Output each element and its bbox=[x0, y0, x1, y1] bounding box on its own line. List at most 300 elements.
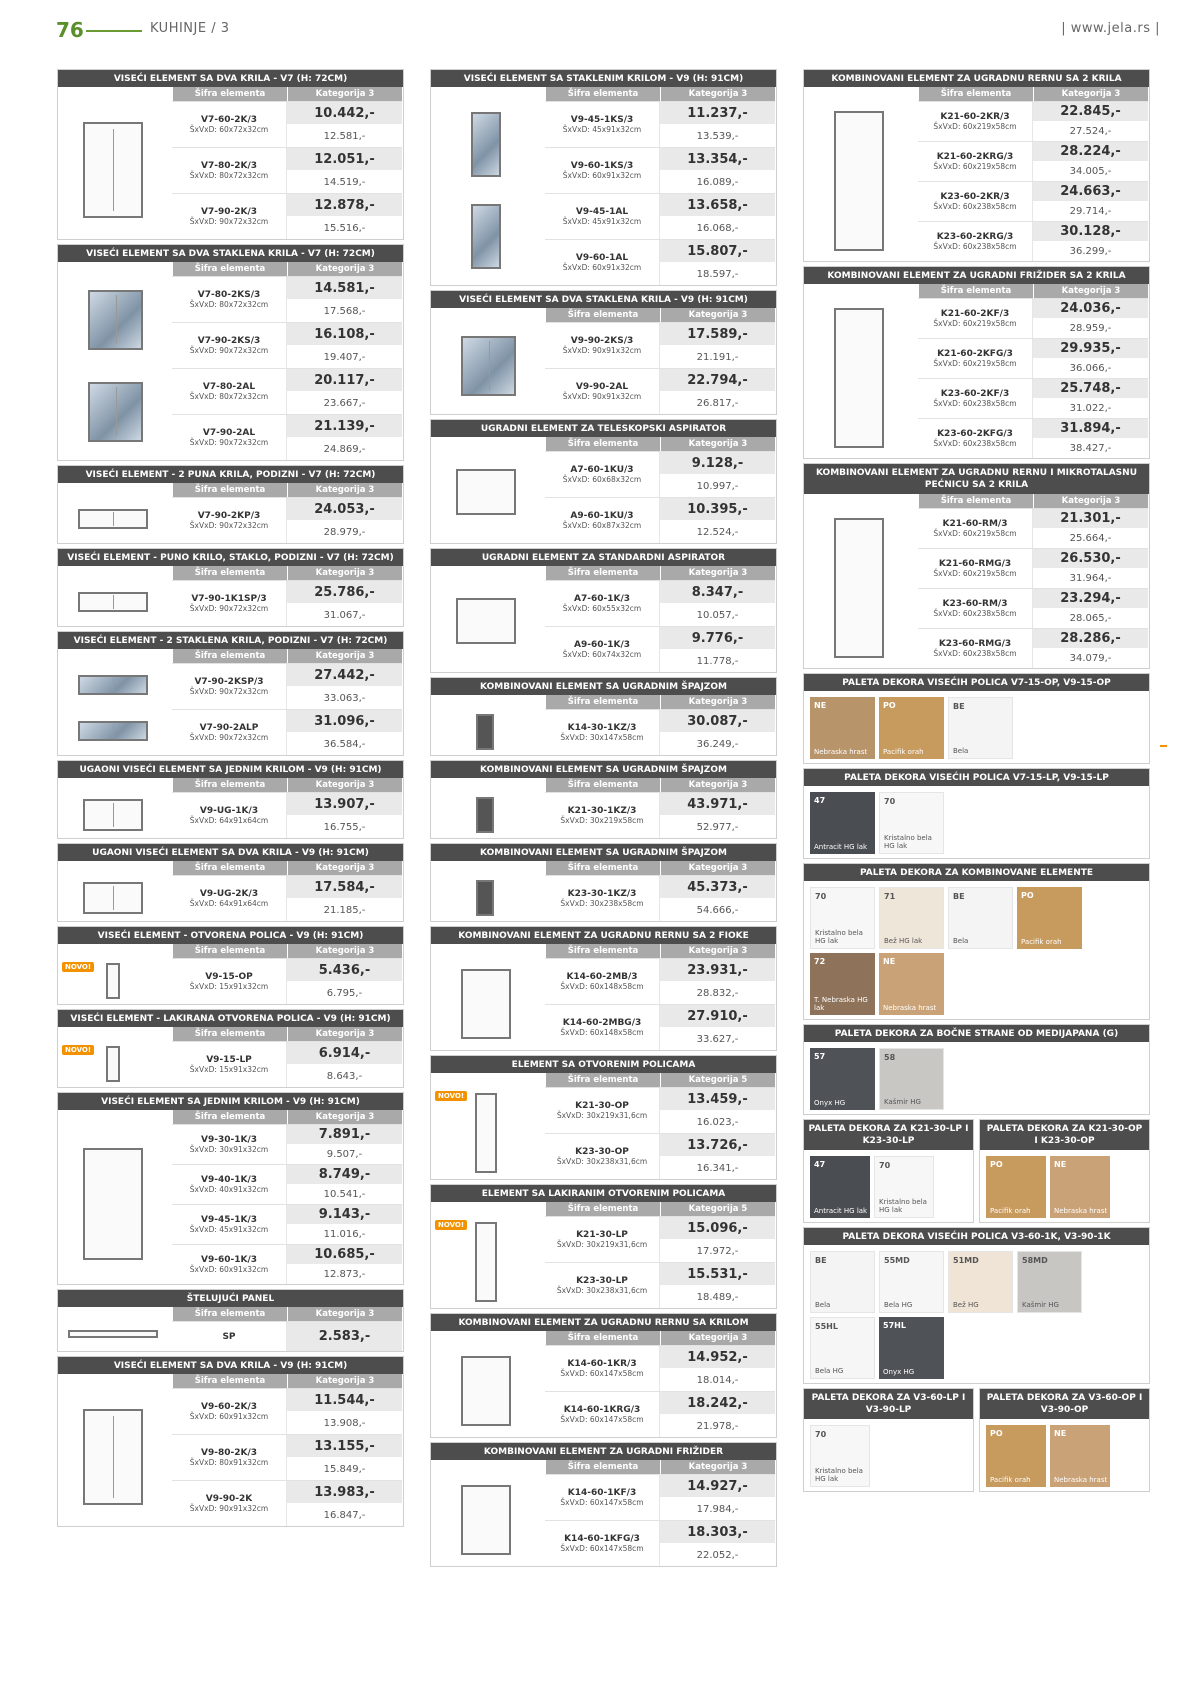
price-primary: 10.442,- bbox=[287, 102, 402, 124]
color-swatch[interactable] bbox=[874, 1156, 934, 1218]
price-primary: 13.658,- bbox=[660, 194, 775, 216]
price-cell bbox=[660, 1005, 775, 1050]
price-primary: 23.294,- bbox=[1033, 589, 1148, 608]
price-primary: 8.749,- bbox=[287, 1165, 402, 1184]
page-header bbox=[0, 0, 1200, 50]
product-code: V9-90-2AL bbox=[575, 382, 629, 392]
product-code: K21-30-OP bbox=[575, 1101, 629, 1111]
swatch-code: 72 bbox=[814, 957, 826, 966]
price-cell bbox=[1033, 589, 1148, 628]
swatch-name: Bela HG bbox=[815, 1367, 844, 1375]
new-badge: NOVO! bbox=[62, 1045, 94, 1055]
swatch-code: 55MD bbox=[884, 1256, 910, 1265]
price-cell bbox=[660, 194, 775, 239]
table-row bbox=[545, 1262, 775, 1308]
product-box bbox=[430, 926, 777, 1051]
color-swatch[interactable] bbox=[879, 697, 944, 759]
product-code: K21-60-2KFG/3 bbox=[937, 349, 1013, 359]
color-swatch[interactable] bbox=[879, 953, 944, 1015]
product-title: KOMBINOVANI ELEMENT SA UGRADNIM ŠPAJZOM bbox=[431, 844, 776, 861]
swatch-name: Pacifik orah bbox=[990, 1476, 1031, 1484]
swatch-name: Pacifik orah bbox=[1021, 938, 1062, 946]
table-row bbox=[918, 338, 1148, 378]
price-primary: 14.927,- bbox=[660, 1475, 775, 1497]
code-cell bbox=[545, 102, 660, 147]
table-row bbox=[172, 497, 402, 543]
code-header: Šifra elementa bbox=[918, 284, 1033, 298]
category-header: Kategorija 3 bbox=[660, 308, 775, 322]
code-cell bbox=[172, 1245, 287, 1284]
color-swatch[interactable] bbox=[879, 887, 944, 949]
price-cell bbox=[287, 793, 402, 838]
product-title: VISEĆI ELEMENT SA DVA KRILA - V9 (H: 91CM) bbox=[58, 1357, 403, 1374]
price-primary: 17.584,- bbox=[287, 876, 402, 898]
price-primary: 15.531,- bbox=[660, 1263, 775, 1285]
price-secondary: 31.067,- bbox=[287, 603, 402, 626]
price-secondary: 29.714,- bbox=[1033, 201, 1148, 221]
code-header: Šifra elementa bbox=[545, 944, 660, 958]
product-dimensions: ŠxVxD: 15x91x32cm bbox=[189, 982, 269, 991]
new-badge: NOVO! bbox=[62, 962, 94, 972]
price-primary: 18.242,- bbox=[660, 1392, 775, 1414]
price-secondary: 52.977,- bbox=[660, 815, 775, 838]
category-header: Kategorija 3 bbox=[287, 1110, 402, 1124]
product-code: V7-80-2K/3 bbox=[200, 161, 257, 171]
category-header: Kategorija 3 bbox=[1033, 87, 1148, 101]
price-cell bbox=[287, 277, 402, 322]
table-row bbox=[172, 663, 402, 709]
product-image bbox=[431, 580, 545, 672]
price-secondary: 18.597,- bbox=[660, 262, 775, 285]
code-cell bbox=[545, 148, 660, 193]
product-group bbox=[431, 322, 776, 414]
product-image bbox=[431, 875, 545, 921]
price-primary: 13.155,- bbox=[287, 1435, 402, 1457]
product-dimensions: ŠxVxD: 60x147x58cm bbox=[560, 1544, 644, 1553]
cabinet-drawing bbox=[83, 122, 143, 219]
code-header: Šifra elementa bbox=[172, 566, 287, 580]
product-image bbox=[58, 1388, 172, 1526]
price-cell bbox=[287, 498, 402, 543]
price-primary: 14.952,- bbox=[660, 1346, 775, 1368]
color-swatch[interactable] bbox=[1017, 887, 1082, 949]
product-code: V9-15-OP bbox=[205, 972, 253, 982]
column-header bbox=[58, 87, 403, 101]
table-row bbox=[172, 1041, 402, 1087]
product-image bbox=[431, 193, 545, 285]
price-secondary: 10.541,- bbox=[287, 1184, 402, 1204]
product-dimensions: ŠxVxD: 64x91x64cm bbox=[189, 816, 269, 825]
table-row bbox=[545, 368, 775, 414]
product-image bbox=[804, 298, 918, 458]
product-dimensions: ŠxVxD: 30x219x58cm bbox=[560, 816, 644, 825]
color-swatch[interactable] bbox=[1050, 1425, 1110, 1487]
swatch-name: Antracit HG lak bbox=[814, 1207, 868, 1215]
swatch-name: Kristalno bela HG lak bbox=[879, 1198, 927, 1214]
product-title: KOMBINOVANI ELEMENT ZA UGRADNI FRIŽIDER bbox=[431, 1443, 776, 1460]
price-primary: 10.395,- bbox=[660, 498, 775, 520]
code-cell bbox=[918, 419, 1033, 458]
price-cell bbox=[287, 1042, 402, 1087]
product-dimensions: ŠxVxD: 60x219x58cm bbox=[933, 122, 1017, 131]
price-cell bbox=[660, 1521, 775, 1566]
category-header: Kategorija 3 bbox=[287, 1307, 402, 1321]
product-image bbox=[804, 508, 918, 668]
color-swatch[interactable] bbox=[948, 697, 1013, 759]
table-row bbox=[172, 709, 402, 755]
price-cell bbox=[660, 452, 775, 497]
table-row bbox=[545, 709, 775, 755]
product-group bbox=[431, 958, 776, 1050]
swatch-name: Onyx HG bbox=[883, 1368, 915, 1376]
product-code: V9-80-2K/3 bbox=[200, 1448, 257, 1458]
price-primary: 25.786,- bbox=[287, 581, 402, 603]
price-cell bbox=[660, 959, 775, 1004]
price-cell bbox=[1033, 629, 1148, 668]
product-title: VISEĆI ELEMENT SA DVA KRILA - V7 (H: 72CM) bbox=[58, 70, 403, 87]
product-dimensions: ŠxVxD: 60x219x58cm bbox=[933, 569, 1017, 578]
swatch-code: 57HL bbox=[883, 1321, 906, 1330]
price-secondary: 11.778,- bbox=[660, 649, 775, 672]
code-cell bbox=[918, 589, 1033, 628]
category-header: Kategorija 5 bbox=[660, 1073, 775, 1087]
product-code: V9-90-2K bbox=[205, 1494, 253, 1504]
palette-box bbox=[803, 768, 1150, 859]
product-code: K14-60-2MBG/3 bbox=[562, 1018, 642, 1028]
product-dimensions: ŠxVxD: 60x91x32cm bbox=[562, 263, 642, 272]
header-rule bbox=[86, 30, 142, 32]
website[interactable]: | www.jela.rs | bbox=[1061, 21, 1160, 36]
color-swatch[interactable] bbox=[986, 1156, 1046, 1218]
swatch-name: Bela HG bbox=[884, 1301, 913, 1309]
code-cell bbox=[918, 339, 1033, 378]
table-row bbox=[172, 193, 402, 239]
code-cell bbox=[172, 1435, 287, 1480]
price-cell bbox=[287, 1165, 402, 1204]
product-dimensions: ŠxVxD: 60x219x58cm bbox=[933, 359, 1017, 368]
code-header: Šifra elementa bbox=[545, 566, 660, 580]
code-cell bbox=[172, 415, 287, 460]
header-spacer bbox=[431, 861, 545, 875]
product-image bbox=[58, 1041, 172, 1087]
code-header: Šifra elementa bbox=[545, 695, 660, 709]
header-spacer bbox=[804, 284, 918, 298]
color-swatch[interactable] bbox=[879, 1048, 944, 1110]
product-box bbox=[430, 1442, 777, 1567]
price-cell bbox=[660, 369, 775, 414]
price-cell bbox=[1033, 549, 1148, 588]
rows bbox=[918, 298, 1148, 458]
header-spacer bbox=[58, 1307, 172, 1321]
price-cell bbox=[660, 1475, 775, 1520]
new-badge: NOVO! bbox=[435, 1220, 467, 1230]
table-row bbox=[545, 1087, 775, 1133]
product-code: V7-80-2AL bbox=[202, 382, 256, 392]
color-swatch[interactable] bbox=[1050, 1156, 1110, 1218]
color-swatch[interactable] bbox=[879, 1251, 944, 1313]
column-header bbox=[431, 1460, 776, 1474]
price-cell bbox=[660, 876, 775, 921]
color-swatch[interactable] bbox=[879, 792, 944, 854]
code-cell bbox=[172, 323, 287, 368]
swatch-name: Bela bbox=[953, 747, 969, 755]
product-code: V7-90-2AL bbox=[202, 428, 256, 438]
price-cell bbox=[287, 1245, 402, 1284]
rows bbox=[172, 958, 402, 1004]
product-dimensions: ŠxVxD: 90x72x32cm bbox=[189, 733, 269, 742]
product-group bbox=[431, 1345, 776, 1437]
code-header: Šifra elementa bbox=[172, 1027, 287, 1041]
category-header: Kategorija 5 bbox=[660, 1202, 775, 1216]
swatch-grid bbox=[804, 691, 1149, 763]
swatch-name: T. Nebraska HG lak bbox=[814, 996, 868, 1012]
price-primary: 24.663,- bbox=[1033, 182, 1148, 201]
color-swatch[interactable] bbox=[948, 1251, 1013, 1313]
product-code: V9-60-1KS/3 bbox=[570, 161, 634, 171]
color-swatch[interactable] bbox=[810, 1048, 875, 1110]
price-primary: 12.051,- bbox=[287, 148, 402, 170]
color-swatch[interactable] bbox=[810, 1156, 870, 1218]
product-dimensions: ŠxVxD: 90x72x32cm bbox=[189, 521, 269, 530]
swatch-name: Nebraska hrast bbox=[814, 748, 868, 756]
cabinet-drawing bbox=[78, 509, 148, 530]
swatch-code: 57 bbox=[814, 1052, 826, 1061]
cabinet-drawing bbox=[88, 382, 143, 442]
product-title: UGAONI VISEĆI ELEMENT SA DVA KRILA - V9 (H: 91CM) bbox=[58, 844, 403, 861]
product-dimensions: ŠxVxD: 60x238x58cm bbox=[933, 242, 1017, 251]
page-number: 76 bbox=[56, 18, 84, 42]
product-group bbox=[58, 663, 403, 709]
price-cell bbox=[660, 323, 775, 368]
price-secondary: 26.817,- bbox=[660, 391, 775, 414]
code-cell bbox=[918, 142, 1033, 181]
product-dimensions: ŠxVxD: 60x238x58cm bbox=[933, 649, 1017, 658]
color-swatch[interactable] bbox=[810, 953, 875, 1015]
table-row bbox=[172, 322, 402, 368]
price-secondary: 54.666,- bbox=[660, 898, 775, 921]
price-primary: 14.581,- bbox=[287, 277, 402, 299]
price-primary: 10.685,- bbox=[287, 1245, 402, 1264]
code-cell bbox=[545, 1521, 660, 1566]
code-cell bbox=[172, 148, 287, 193]
product-box bbox=[430, 548, 777, 673]
product-title: KOMBINOVANI ELEMENT SA UGRADNIM ŠPAJZOM bbox=[431, 761, 776, 778]
table-row bbox=[545, 101, 775, 147]
price-primary: 25.748,- bbox=[1033, 379, 1148, 398]
code-cell bbox=[172, 1322, 287, 1351]
product-dimensions: ŠxVxD: 45x91x32cm bbox=[189, 1225, 269, 1234]
product-dimensions: ŠxVxD: 60x72x32cm bbox=[189, 125, 269, 134]
price-primary: 11.544,- bbox=[287, 1389, 402, 1411]
color-swatch[interactable] bbox=[810, 887, 875, 949]
rows bbox=[918, 508, 1148, 668]
product-dimensions: ŠxVxD: 90x91x32cm bbox=[562, 392, 642, 401]
product-group bbox=[431, 193, 776, 285]
code-cell bbox=[545, 1134, 660, 1179]
product-box bbox=[57, 1092, 404, 1285]
cabinet-drawing bbox=[834, 111, 884, 252]
header-spacer bbox=[431, 944, 545, 958]
palette-title: PALETA DEKORA VISEĆIH POLICA V7-15-LP, V9-15-LP bbox=[804, 769, 1149, 786]
table-row bbox=[172, 580, 402, 626]
table-row bbox=[172, 1480, 402, 1526]
price-secondary: 13.539,- bbox=[660, 124, 775, 147]
swatch-code: PO bbox=[883, 701, 896, 710]
table-row bbox=[172, 1124, 402, 1164]
product-image bbox=[58, 1321, 172, 1351]
swatch-grid bbox=[804, 1245, 1149, 1383]
category-header: Kategorija 3 bbox=[660, 944, 775, 958]
column-1 bbox=[57, 69, 404, 1531]
product-title: VISEĆI ELEMENT - PUNO KRILO, STAKLO, PODIZNI - V7 (H: 72CM) bbox=[58, 549, 403, 566]
price-secondary: 21.978,- bbox=[660, 1414, 775, 1437]
rows bbox=[545, 709, 775, 755]
code-header: Šifra elementa bbox=[172, 1110, 287, 1124]
swatch-code: PO bbox=[990, 1160, 1003, 1169]
table-row bbox=[172, 958, 402, 1004]
product-image bbox=[58, 663, 172, 709]
product-dimensions: ŠxVxD: 60x219x58cm bbox=[933, 529, 1017, 538]
color-swatch[interactable] bbox=[1017, 1251, 1082, 1313]
product-dimensions: ŠxVxD: 90x91x32cm bbox=[562, 346, 642, 355]
price-primary: 15.807,- bbox=[660, 240, 775, 262]
header-spacer bbox=[431, 1202, 545, 1216]
swatch-name: Nebraska hrast bbox=[1054, 1207, 1108, 1215]
color-swatch[interactable] bbox=[810, 1317, 875, 1379]
code-cell bbox=[545, 581, 660, 626]
color-swatch[interactable] bbox=[810, 1425, 870, 1487]
product-box bbox=[430, 677, 777, 756]
product-code: A7-60-1KU/3 bbox=[570, 465, 634, 475]
product-dimensions: ŠxVxD: 60x219x58cm bbox=[933, 162, 1017, 171]
price-primary: 45.373,- bbox=[660, 876, 775, 898]
code-cell bbox=[545, 1346, 660, 1391]
color-swatch[interactable] bbox=[810, 792, 875, 854]
color-swatch[interactable] bbox=[986, 1425, 1046, 1487]
price-secondary: 17.972,- bbox=[660, 1239, 775, 1262]
product-dimensions: ŠxVxD: 60x238x58cm bbox=[933, 609, 1017, 618]
header-spacer bbox=[58, 1374, 172, 1388]
code-header: Šifra elementa bbox=[172, 778, 287, 792]
code-cell bbox=[545, 240, 660, 285]
header-spacer bbox=[58, 1110, 172, 1124]
price-secondary: 23.667,- bbox=[287, 391, 402, 414]
color-swatch[interactable] bbox=[879, 1317, 944, 1379]
table-row bbox=[172, 1164, 402, 1204]
code-header: Šifra elementa bbox=[545, 1331, 660, 1345]
product-group bbox=[58, 101, 403, 239]
swatch-code: 47 bbox=[814, 796, 826, 805]
product-code: K21-60-RMG/3 bbox=[938, 559, 1012, 569]
category-header: Kategorija 3 bbox=[1033, 494, 1148, 508]
product-group bbox=[58, 497, 403, 543]
column-header bbox=[431, 778, 776, 792]
product-code: V7-90-2ALP bbox=[199, 723, 259, 733]
code-cell bbox=[545, 498, 660, 543]
palette-title: PALETA DEKORA VISEĆIH POLICA V7-15-OP, V9-15-OP bbox=[804, 674, 1149, 691]
price-secondary: 33.063,- bbox=[287, 686, 402, 709]
color-swatch[interactable] bbox=[810, 697, 875, 759]
cabinet-drawing bbox=[471, 112, 501, 177]
product-group bbox=[58, 958, 403, 1004]
product-dimensions: ŠxVxD: 80x72x32cm bbox=[189, 171, 269, 180]
table-row bbox=[545, 626, 775, 672]
product-group bbox=[431, 792, 776, 838]
product-code: K14-60-1KRG/3 bbox=[563, 1405, 641, 1415]
product-box bbox=[57, 69, 404, 240]
palette-box bbox=[979, 1388, 1150, 1492]
price-cell bbox=[660, 1217, 775, 1262]
code-cell bbox=[545, 1263, 660, 1308]
product-dimensions: ŠxVxD: 60x74x32cm bbox=[562, 650, 642, 659]
rows bbox=[172, 1321, 402, 1351]
category-header: Kategorija 3 bbox=[660, 695, 775, 709]
product-title: VISEĆI ELEMENT - OTVORENA POLICA - V9 (H: 91CM) bbox=[58, 927, 403, 944]
product-code: K14-30-1KZ/3 bbox=[567, 723, 637, 733]
cabinet-drawing bbox=[83, 1148, 143, 1260]
code-cell bbox=[172, 1481, 287, 1526]
price-primary: 31.096,- bbox=[287, 710, 402, 732]
price-primary: 30.087,- bbox=[660, 710, 775, 732]
cabinet-drawing bbox=[68, 1330, 158, 1338]
rows bbox=[172, 1124, 402, 1284]
product-code: V9-UG-2K/3 bbox=[199, 889, 259, 899]
product-title: VISEĆI ELEMENT - 2 PUNA KRILA, PODIZNI - V7 (H: 72CM) bbox=[58, 466, 403, 483]
column-header bbox=[58, 566, 403, 580]
price-cell bbox=[1033, 339, 1148, 378]
color-swatch[interactable] bbox=[810, 1251, 875, 1313]
swatch-name: Bela bbox=[953, 937, 969, 945]
product-dimensions: ŠxVxD: 90x72x32cm bbox=[189, 604, 269, 613]
price-cell bbox=[660, 102, 775, 147]
product-group bbox=[58, 709, 403, 755]
column-header bbox=[431, 1331, 776, 1345]
code-cell bbox=[545, 876, 660, 921]
price-cell bbox=[660, 793, 775, 838]
price-secondary: 10.997,- bbox=[660, 474, 775, 497]
price-secondary: 24.869,- bbox=[287, 437, 402, 460]
price-cell bbox=[660, 581, 775, 626]
category-header: Kategorija 3 bbox=[287, 483, 402, 497]
code-header: Šifra elementa bbox=[172, 483, 287, 497]
product-dimensions: ŠxVxD: 60x147x58cm bbox=[560, 1369, 644, 1378]
rows bbox=[545, 1216, 775, 1308]
header-spacer bbox=[431, 1460, 545, 1474]
price-cell bbox=[660, 1346, 775, 1391]
category-header: Kategorija 3 bbox=[1033, 284, 1148, 298]
cabinet-drawing bbox=[834, 518, 884, 659]
table-row bbox=[918, 378, 1148, 418]
price-secondary: 17.568,- bbox=[287, 299, 402, 322]
header-spacer bbox=[804, 494, 918, 508]
price-secondary: 36.249,- bbox=[660, 732, 775, 755]
price-primary: 43.971,- bbox=[660, 793, 775, 815]
header-spacer bbox=[431, 437, 545, 451]
color-swatch[interactable] bbox=[948, 887, 1013, 949]
table-row bbox=[918, 101, 1148, 141]
header-spacer bbox=[431, 566, 545, 580]
swatch-name: Nebraska hrast bbox=[883, 1004, 937, 1012]
price-primary: 13.983,- bbox=[287, 1481, 402, 1503]
cabinet-drawing bbox=[88, 290, 143, 350]
rows bbox=[172, 663, 402, 709]
price-secondary: 16.023,- bbox=[660, 1110, 775, 1133]
product-group bbox=[804, 298, 1149, 458]
price-primary: 8.347,- bbox=[660, 581, 775, 603]
palette-title: PALETA DEKORA ZA K21-30-LP I K23-30-LP bbox=[804, 1120, 973, 1150]
price-cell bbox=[1033, 379, 1148, 418]
price-secondary: 25.664,- bbox=[1033, 528, 1148, 548]
